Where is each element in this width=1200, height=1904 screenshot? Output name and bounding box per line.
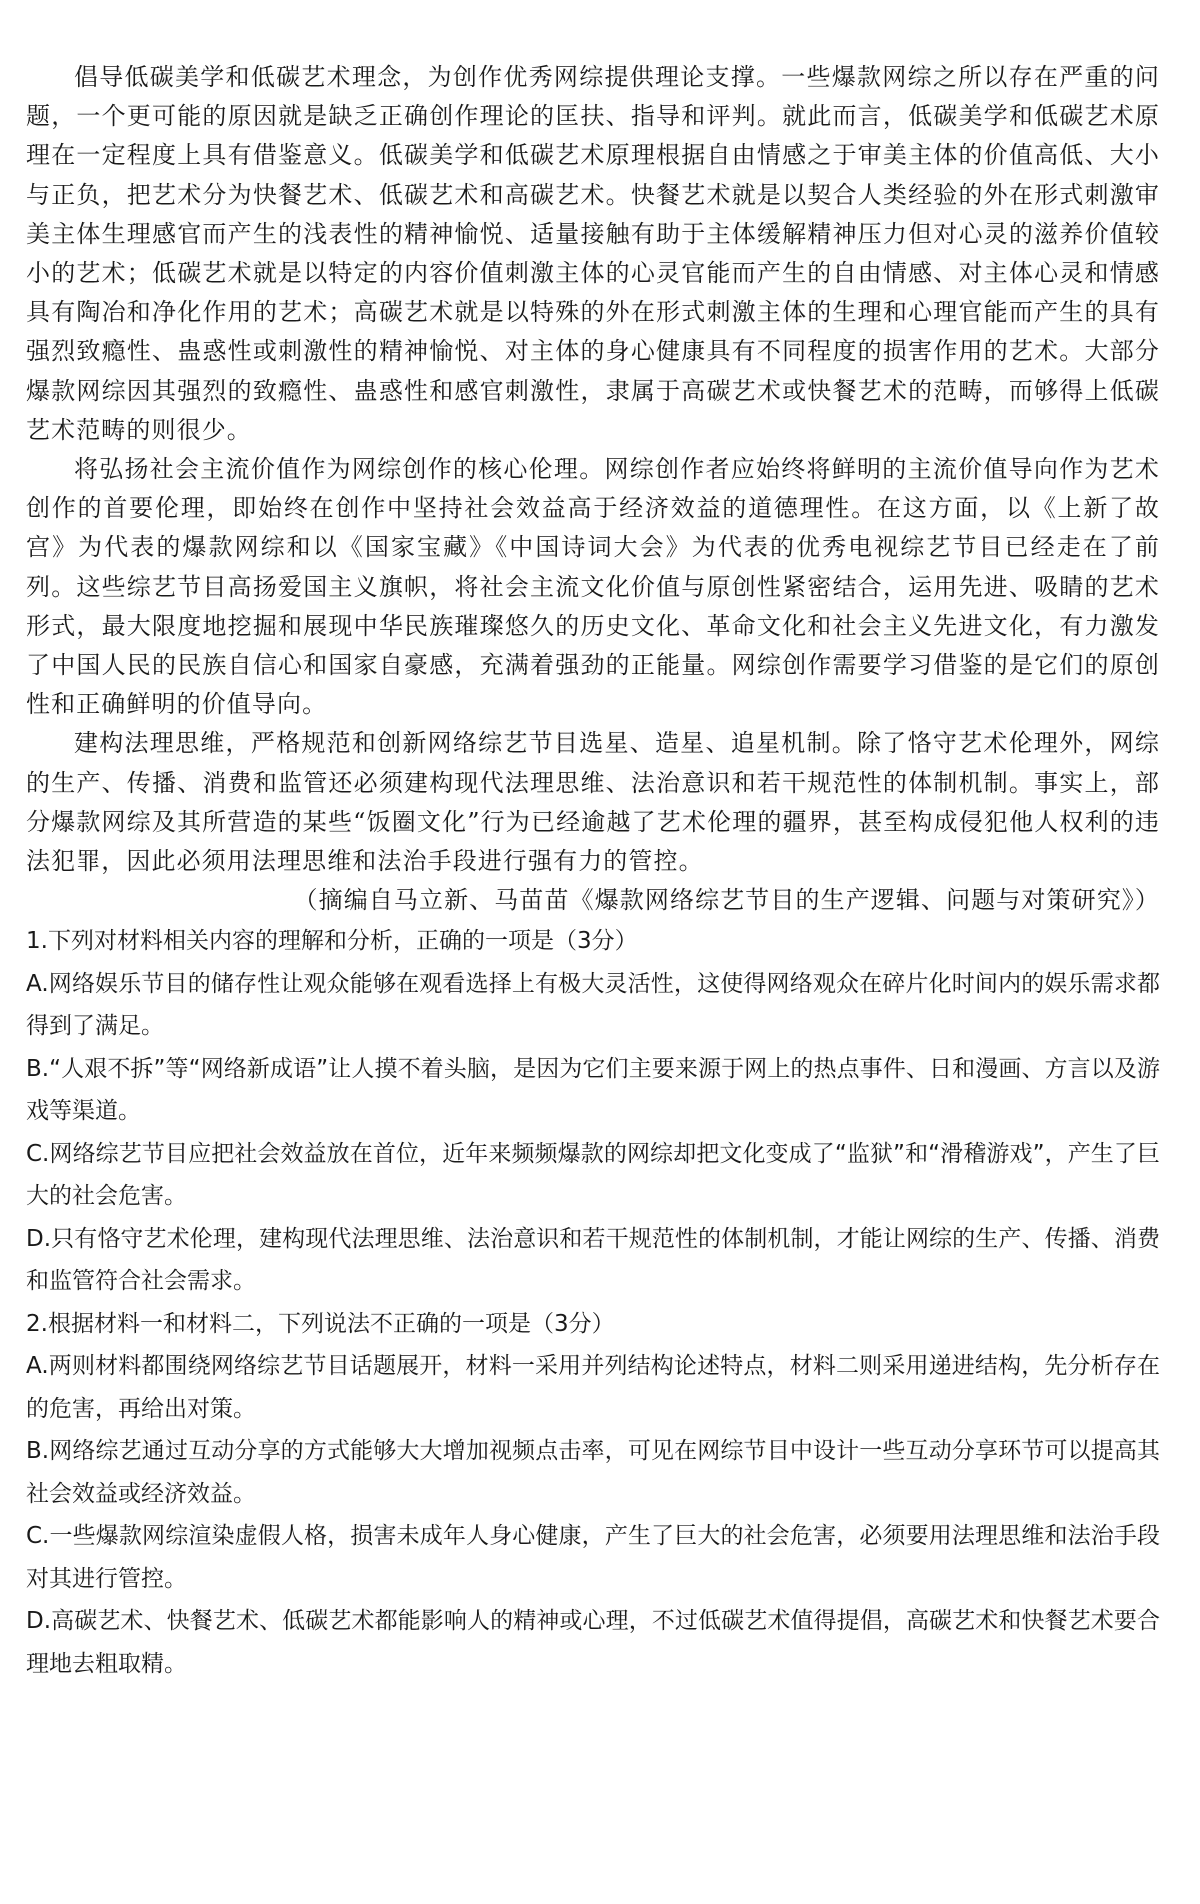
answer-option-a: A.网络娱乐节目的储存性让观众能够在观看选择上有极大灵活性，这使得网络观众在碎片化时间内的娱乐需求都得到了满足。 (26, 970, 1160, 1040)
answer-option-b: B.网络综艺通过互动分享的方式能够大大增加视频点击率，可见在网综节目中设计一些互动分享环节可以提高其社会效益或经济效益。 (26, 1438, 1160, 1507)
question-list (26, 920, 1160, 1685)
answer-option-d: D.只有恪守艺术伦理，建构现代法理思维、法治意识和若干规范性的体制机制，才能让网综的生产、传播、消费和监管符合社会需求。 (26, 1225, 1160, 1295)
passage-source-citation: （摘编自马立新、马苗苗《爆款网络综艺节目的生产逻辑、问题与对策研究》） (293, 886, 1160, 915)
question-stem: 1.下列对材料相关内容的理解和分析，正确的一项是（3分） (26, 928, 638, 955)
answer-option-b: B.“人艰不拆”等“网络新成语”让人摸不着头脑，是因为它们主要来源于网上的热点事件、日和漫画、方言以及游戏等渠道。 (26, 1055, 1160, 1125)
question-stem: 2.根据材料一和材料二，下列说法不正确的一项是（3分） (26, 1310, 615, 1337)
passage-paragraph-1: 倡导低碳美学和低碳艺术理念，为创作优秀网综提供理论支撑。一些爆款网综之所以存在严重的问题，一个更可能的原因就是缺乏正确创作理论的匡扶、指导和评判。就此而言，低碳美学和低碳艺术原理在一定程度上具有借鉴意义。低碳美学和低碳艺术原理根据自由情感之于审美主体的价值高低、大小与正负，把艺术分为快餐艺术、低碳艺术和高碳艺术。快餐艺术就是以契合人类经验的外在形式刺激审美主体生理感官而产生的浅表性的精神愉悦、适量接触有助于主体缓解精神压力但对心灵的滋养价值较小的艺术；低碳艺术就是以特定的内容价值刺激主体的心灵官能而产生的自由情感、对主体心灵和情感具有陶冶和净化作用的艺术；高碳艺术就是以特殊的外在形式刺激主体的生理和心理官能而产生的具有强烈致瘾性、蛊惑性或刺激性的精神愉悦、对主体的身心健康具有不同程度的损害作用的艺术。大部分爆款网综因其强烈的致瘾性、蛊惑性和感官刺激性，隶属于高碳艺术或快餐艺术的范畴，而够得上低碳艺术范畴的则很少。 (26, 63, 1160, 444)
passage-paragraph-3: 建构法理思维，严格规范和创新网络综艺节目选星、造星、追星机制。除了恪守艺术伦理外，网综的生产、传播、消费和监管还必须建构现代法理思维、法治意识和若干规范性的体制机制。事实上，部分爆款网综及其所营造的某些“饭圈文化”行为已经逾越了艺术伦理的疆界，甚至构成侵犯他人权利的违法犯罪，因此必须用法理思维和法治手段进行强有力的管控。 (26, 729, 1160, 876)
answer-option-a: A.两则材料都围绕网络综艺节目话题展开，材料一采用并列结构论述特点，材料二则采用递进结构，先分析存在的危害，再给出对策。 (26, 1353, 1160, 1422)
answer-option-c: C.网络综艺节目应把社会效益放在首位，近年来频频爆款的网综却把文化变成了“监狱”和“滑稽游戏”，产生了巨大的社会危害。 (26, 1140, 1160, 1210)
passage-paragraph-2: 将弘扬社会主流价值作为网综创作的核心伦理。网综创作者应始终将鲜明的主流价值导向作为艺术创作的首要伦理，即始终在创作中坚持社会效益高于经济效益的道德理性。在这方面，以《上新了故宫》为代表的爆款网综和以《国家宝藏》《中国诗词大会》为代表的优秀电视综艺节目已经走在了前列。这些综艺节目高扬爱国主义旗帜，将社会主流文化价值与原创性紧密结合，运用先进、吸睛的艺术形式，最大限度地挖掘和展现中华民族璀璨悠久的历史文化、革命文化和社会主义先进文化，有力激发了中国人民的民族自信心和国家自豪感，充满着强劲的正能量。网综创作需要学习借鉴的是它们的原创性和正确鲜明的价值导向。 (26, 455, 1160, 719)
question-2 (26, 1303, 1160, 1686)
reading-passage (26, 58, 1160, 920)
answer-option-c: C.一些爆款网综渲染虚假人格，损害未成年人身心健康，产生了巨大的社会危害，必须要用法理思维和法治手段对其进行管控。 (26, 1523, 1160, 1592)
answer-option-d: D.高碳艺术、快餐艺术、低碳艺术都能影响人的精神或心理，不过低碳艺术值得提倡，高碳艺术和快餐艺术要合理地去粗取精。 (26, 1608, 1160, 1677)
question-1 (26, 920, 1160, 1303)
